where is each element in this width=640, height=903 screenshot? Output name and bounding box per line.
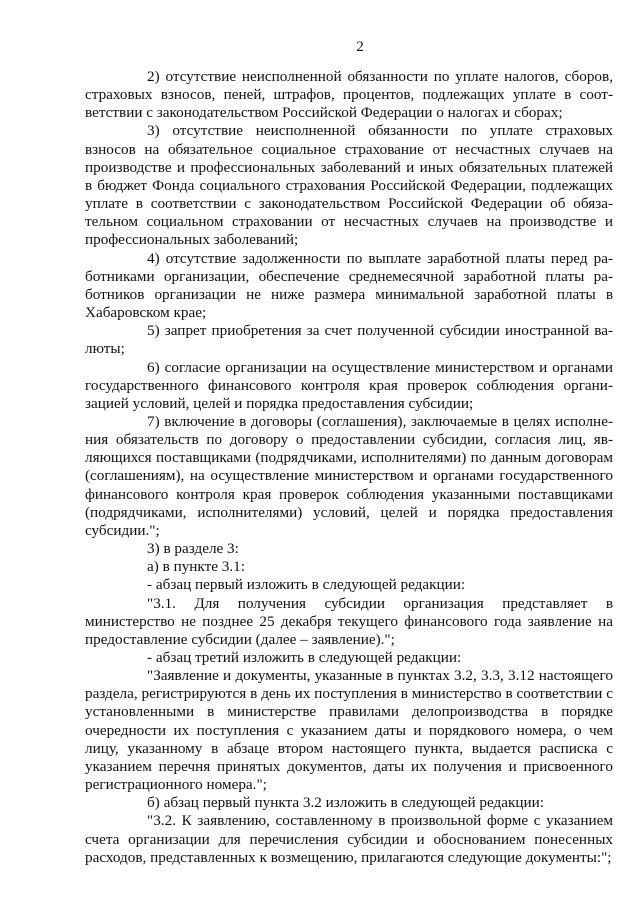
paragraph-item-4: 4) отсутствие задолженности по выплате заработной платы перед работниками организации, обеспечение среднемесячной заработной платы работников организации не ниже размера минимальной заработной платы в Хабаровском крае; xyxy=(85,249,613,322)
paragraph-item-6: 6) согласие организации на осуществление министерством и органами государственного финансового контроля края проверок соблюдения организацией условий, целей и порядка предоставления субсидии; xyxy=(85,358,613,412)
amended-text-3-1: "3.1. Для получения субсидии организация представляет в министерство не позднее 25 декабря текущего финансового года заявление на предоставление субсидии (далее – заявление)."; xyxy=(85,594,613,648)
amendment-instruction-first-paragraph: - абзац первый изложить в следующей редакции: xyxy=(147,576,466,594)
amended-text-registration: "Заявление и документы, указанные в пунктах 3.2, 3.3, 3.12 настоящего раздела, регистрируются в день их поступления в министерство в соответствии с установленными в министерстве правилами делопроизводства в порядке очередности их поступления с указанием даты и порядкового номера, о чем лицу, указанному в абзаце втором настоящего пункта, выдается расписка с указанием перечня принятых документов, даты их получения и присвоенного регистрационного номера."; xyxy=(85,667,613,794)
paragraph-item-3: 3) отсутствие неисполненной обязанности по уплате страховых взносов на обязательное социальное страхование от несчастных случаев на производстве и профессиональных заболеваний и иных обязательных платежей в бюджет Фонда социального страхования Российской Федерации, подлежащих уплате в соответствии с законодательством Российской Федерации об обязательном социальном страховании от несчастных случаев на производстве и профессиональных заболеваний; xyxy=(85,122,613,249)
page-number: 2 xyxy=(356,39,364,55)
subsection-a-heading: а) в пункте 3.1: xyxy=(147,558,245,576)
paragraph-item-5: 5) запрет приобретения за счет полученной субсидии иностранной валюты; xyxy=(85,322,613,358)
paragraph-item-2: 2) отсутствие неисполненной обязанности по уплате налогов, сборов, страховых взносов, пеней, штрафов, процентов, подлежащих уплате в соответствии с законодательством Российской Федерации о налогах и сборах; xyxy=(85,68,613,122)
paragraph-item-7: 7) включение в договоры (соглашения), заключаемые в целях исполнения обязательств по договору о предоставлении субсидии, согласия лиц, являющихся поставщиками (подрядчиками, исполнителями) по данным договорам (соглашениям), на осуществление министерством и органами государственного финансового контроля края проверок соблюдения указанными поставщиками (подрядчиками, исполнителями) условий, целей и порядка предоставления субсидии."; xyxy=(85,412,613,539)
subsection-b-instruction: б) абзац первый пункта 3.2 изложить в следующей редакции: xyxy=(147,794,544,812)
amended-text-3-2: "3.2. К заявлению, составленному в произвольной форме с указанием счета организации для перечисления субсидии и обоснованием понесенных расходов, представленных к возмещению, прилагаются следующие документы:"; xyxy=(85,812,613,866)
amendment-instruction-third-paragraph: - абзац третий изложить в следующей редакции: xyxy=(147,649,462,666)
section-3-heading: 3) в разделе 3: xyxy=(147,540,239,558)
document-body xyxy=(85,68,613,867)
